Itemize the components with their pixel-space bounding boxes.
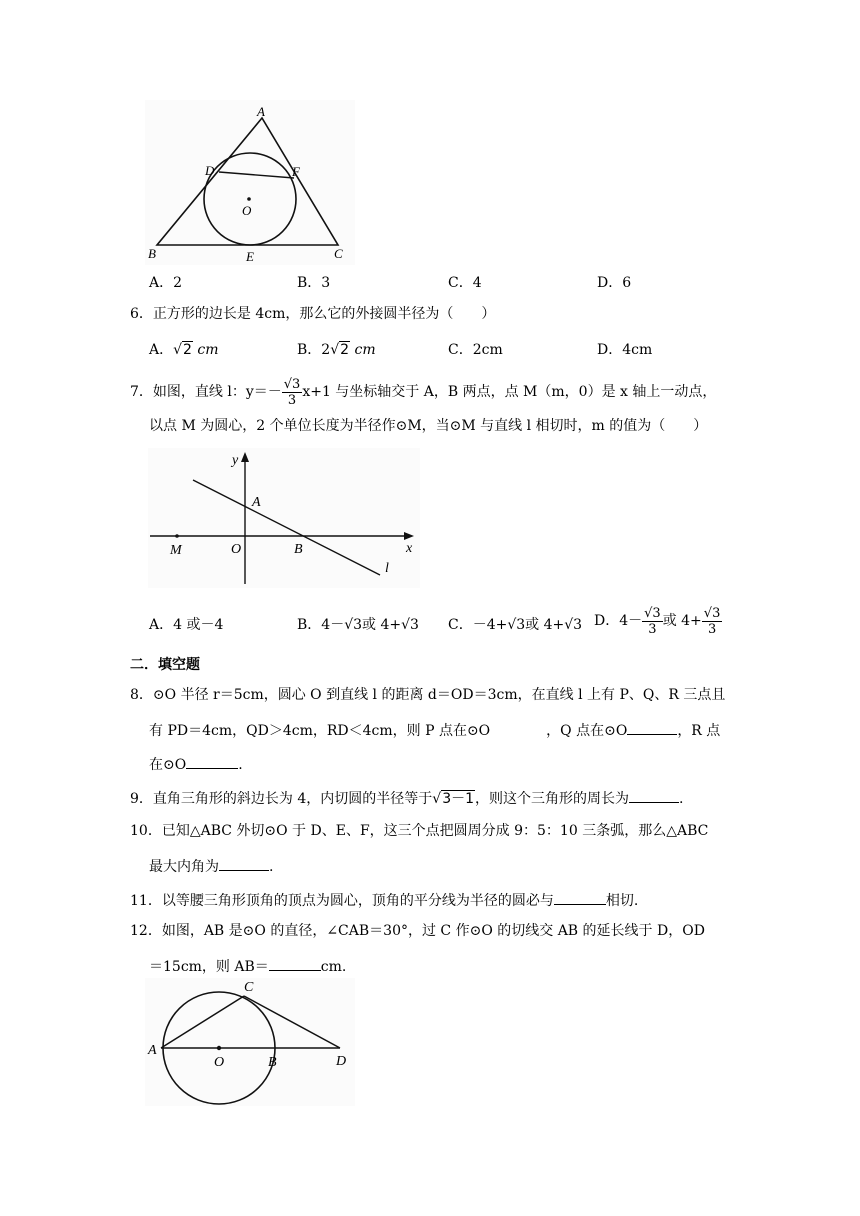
q6-stem: [130, 305, 495, 323]
q6-option-b-radicand: 2: [340, 342, 350, 358]
q12-line2-a: ＝15cm，则 AB＝: [149, 959, 269, 975]
q8-line3-a: 在⊙O: [149, 757, 187, 773]
q5-option-d: D．6: [597, 275, 632, 291]
fig7-label-O: O: [231, 542, 242, 557]
q11-post: 相切.: [605, 893, 639, 909]
q8-blank-q[interactable]: [627, 720, 677, 735]
q9-blank[interactable]: [629, 788, 679, 803]
figure-q7-axes: [148, 448, 420, 588]
q8-line1: 8．⊙O 半径 r＝5cm，圆心 O 到直线 l 的距离 d＝OD＝3cm，在直线 l 上有 P、Q、R 三点且: [130, 687, 726, 703]
q7-option-b: B．4－√3或 4+√3: [297, 617, 419, 633]
q7-line2: 以点 M 为圆心，2 个单位长度为半径作⊙M，当⊙M 与直线 l 相切时，m 的值为（ ）: [149, 418, 708, 434]
q7-line1-pre: 如图，直线 l：y＝－: [152, 384, 282, 400]
q7-option-a: A．4 或－4: [149, 617, 224, 633]
q7-option-d-num2: √3: [703, 605, 721, 621]
q10-line2-b: .: [269, 859, 274, 875]
q6-stem-text: 正方形的边长是 4cm，那么它的外接圆半径为（ ）: [152, 306, 496, 322]
q7-line1-post: x+1 与坐标轴交于 A，B 两点，点 M（m，0）是 x 轴上一动点，: [302, 384, 717, 400]
q7-option-d: [594, 601, 722, 641]
fig12-label-C: C: [244, 980, 254, 995]
q9-end: .: [679, 791, 684, 807]
q9-post: ，则这个三角形的周长为: [475, 791, 630, 807]
q7-option-d-pre: D．4－: [594, 613, 643, 629]
sqrt-sign: √3－1: [432, 791, 475, 807]
q7-option-d-frac1: [642, 606, 663, 637]
q6-option-b-coef: 2: [321, 342, 331, 358]
q11-line: [130, 890, 638, 910]
q8-line2: [149, 720, 720, 740]
fig12-label-D: D: [336, 1054, 347, 1069]
q10-line2: [149, 856, 273, 876]
q7-number: 7．: [130, 384, 153, 400]
section-fill-in-title: 二．填空题: [130, 657, 200, 673]
q6-number: 6．: [130, 306, 153, 322]
fig12-label-B: B: [268, 1055, 277, 1070]
q10-line1: 10．已知△ABC 外切⊙O 于 D、E、F，这三个点把圆周分成 9：5：10 三条弧，那么△ABC: [130, 823, 709, 839]
fig5-label-O: O: [242, 203, 252, 218]
q12-blank[interactable]: [269, 956, 321, 971]
q7-line1: [130, 372, 716, 412]
q8-blank-r[interactable]: [186, 754, 238, 769]
q6-option-a-radicand: 2: [183, 342, 192, 358]
fig7-label-l: l: [385, 561, 389, 576]
fig7-label-B: B: [294, 542, 303, 557]
fig12-label-A: A: [148, 1043, 157, 1058]
q7-option-d-den1: 3: [648, 621, 657, 637]
q12-line2: [149, 956, 346, 976]
q6-option-a: [149, 339, 219, 359]
q8-line2-c: ，R 点: [677, 723, 721, 739]
q8-line2-a: 有 PD＝4cm，QD＞4cm，RD＜4cm，则 P 点在⊙O: [149, 723, 491, 739]
fig5-label-B: B: [148, 246, 156, 261]
q6-option-b-label: B．: [297, 342, 322, 358]
q8-line3: [149, 754, 243, 774]
fig5-label-E: E: [246, 249, 254, 264]
fig12-label-O: O: [214, 1055, 225, 1070]
q6-option-a-unit: cm: [192, 342, 219, 358]
q7-frac-num: √3: [283, 376, 301, 392]
fig5-label-F: F: [292, 164, 300, 179]
q11-blank[interactable]: [554, 890, 606, 905]
sqrt-sign: √2: [330, 342, 350, 358]
q8-line3-b: .: [238, 757, 243, 773]
q10-blank[interactable]: [219, 856, 269, 871]
q9-line: [130, 788, 683, 808]
sqrt-sign: √2: [173, 342, 192, 358]
q6-option-b-unit: cm: [350, 342, 376, 358]
q8-line2-b: ，Q 点在⊙O: [546, 723, 628, 739]
q9-pre: 9．直角三角形的斜边长为 4，内切圆的半径等于: [130, 791, 433, 807]
q7-option-d-frac2: [702, 606, 723, 637]
q7-option-d-den2: 3: [707, 621, 717, 637]
q5-option-b: B．3: [297, 275, 331, 291]
q10-line2-a: 最大内角为: [149, 859, 219, 875]
q12-line2-b: cm.: [320, 959, 347, 975]
q11-pre: 11．以等腰三角形顶角的顶点为圆心，顶角的平分线为半径的圆必与: [130, 893, 554, 909]
fig7-label-M: M: [170, 543, 182, 558]
q12-line1: 12．如图，AB 是⊙O 的直径，∠CAB＝30°，过 C 作⊙O 的切线交 AB 的延长线于 D，OD: [130, 923, 705, 939]
q7-fraction: [282, 377, 303, 408]
q6-option-b: [297, 339, 376, 359]
fig7-label-y: y: [232, 453, 239, 468]
fig7-label-x: x: [406, 541, 413, 556]
figure-q5-triangle: [145, 100, 355, 265]
q7-frac-den: 3: [287, 392, 297, 408]
figure-q12-circle-tangent: [145, 978, 355, 1106]
fig7-label-A: A: [252, 495, 261, 510]
q5-option-a: A．2: [149, 275, 183, 291]
q7-option-c: C．－4+√3或 4+√3: [448, 617, 583, 633]
q6-option-a-label: A．: [149, 342, 174, 358]
fig5-label-A: A: [257, 104, 265, 119]
q7-option-d-mid: 或 4+: [662, 613, 702, 629]
q7-option-d-num1: √3: [644, 605, 661, 621]
q6-option-d: D．4cm: [597, 342, 653, 358]
q6-option-c: C．2cm: [448, 342, 503, 358]
q9-radicand: 3－1: [442, 791, 475, 807]
fig5-label-C: C: [334, 246, 343, 261]
q5-option-c: C．4: [448, 275, 482, 291]
fig5-label-D: D: [205, 163, 215, 178]
